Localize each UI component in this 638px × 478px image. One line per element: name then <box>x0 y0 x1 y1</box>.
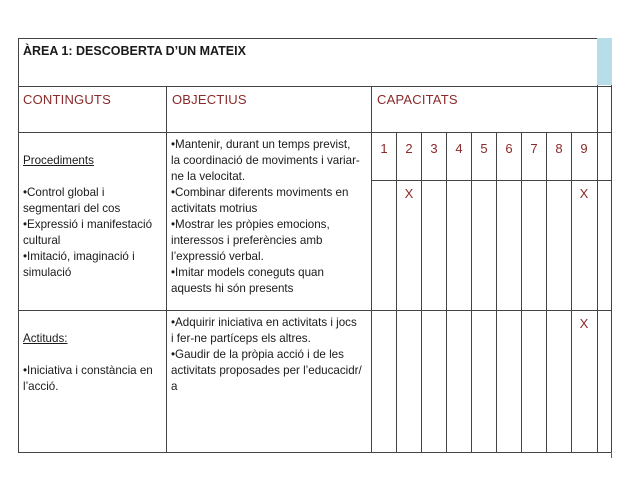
capacitat-number-5: 5 <box>480 141 488 156</box>
capacitat-number-2: 2 <box>405 141 413 156</box>
capacitat-number-7: 7 <box>530 141 538 156</box>
header-capacitats: CAPACITATS <box>377 92 458 107</box>
capacitat-number-8: 8 <box>555 141 563 156</box>
capacitat-number-6: 6 <box>505 141 513 156</box>
row1-continguts-body: •Control global i segmentari del cos •Expressió i manifestació cultural •Imitació, imaginació i simulació <box>23 186 153 279</box>
row1-mark-capacitat-2: X <box>404 186 414 201</box>
row2-continguts-title: Actituds: <box>23 332 68 345</box>
capacitat-number-9: 9 <box>580 141 588 156</box>
capacitat-number-3: 3 <box>430 141 438 156</box>
header-continguts: CONTINGUTS <box>23 92 111 107</box>
row1-continguts-title: Procediments <box>23 154 94 167</box>
row1-objectius: •Mantenir, durant un temps previst, la coordinació de moviments i variar- ne la velocitat. •Combinar diferents moviments en activitats motrius •Mostrar les pròpies emocions, interessos i preferències amb l’expressió verbal. •Imitar models coneguts quan aquests hi són presents <box>171 138 360 295</box>
area-title: ÀREA 1: DESCOBERTA D’UN MATEIX <box>23 44 246 58</box>
capacitat-number-4: 4 <box>455 141 463 156</box>
capacitat-number-1: 1 <box>380 141 388 156</box>
row2-objectius: •Adquirir iniciativa en activitats i jocs i fer-ne partíceps els altres. •Gaudir de la pròpia acció i de les activitats proposades per l’educacidr/ a <box>171 316 362 393</box>
row2-continguts-body: •Iniciativa i constància en l’acció. <box>23 364 153 393</box>
header-objectius: OBJECTIUS <box>172 92 247 107</box>
side-accent-strip <box>597 38 612 85</box>
row1-continguts <box>23 137 165 281</box>
row2-continguts <box>23 315 165 395</box>
row2-mark-capacitat-9: X <box>579 316 589 331</box>
row1-mark-capacitat-9: X <box>579 186 589 201</box>
